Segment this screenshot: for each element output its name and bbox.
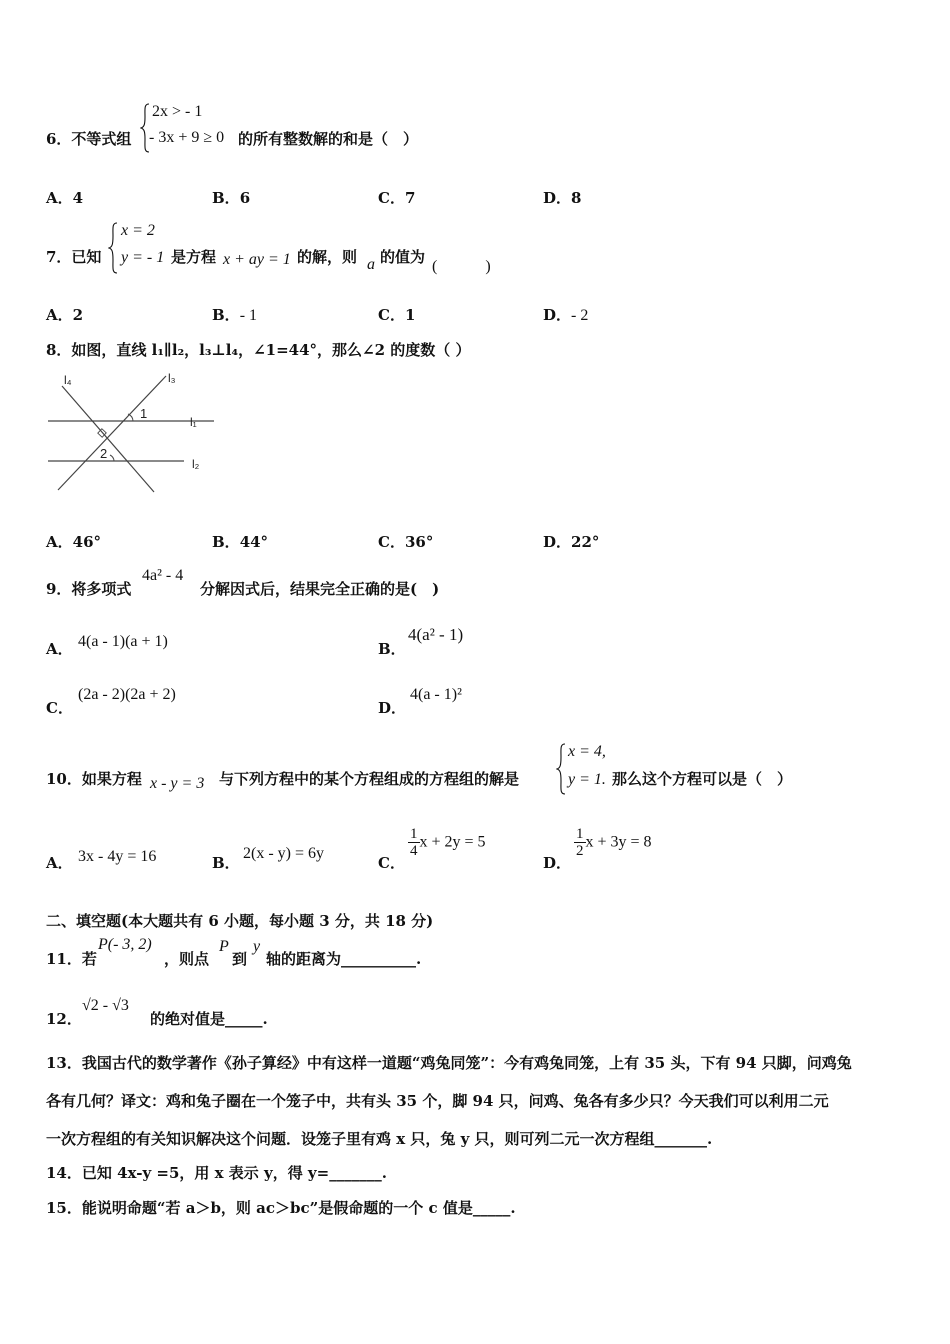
q10-option-a-value: 3x - 4y = 16 xyxy=(78,848,157,865)
q10-option-b-value: 2(x - y) = 6y xyxy=(243,845,325,862)
q6-prefix: 6．不等式组 xyxy=(46,130,132,148)
q12-suffix: 的绝对值是_____. xyxy=(150,1010,268,1028)
q10-equation: x - y = 3 xyxy=(150,775,205,792)
q9-option-a-label: A． xyxy=(46,640,73,658)
section2-title: 二、填空题(本大题共有 6 小题，每小题 3 分，共 18 分) xyxy=(46,912,434,930)
q10-sys-line1: x = 4, xyxy=(568,743,606,760)
q11-mid1: ，则点 xyxy=(164,950,210,968)
q13-paragraph xyxy=(46,1044,906,1158)
q10-prefix: 10．如果方程 xyxy=(46,770,142,788)
q7-option-a: A．2 xyxy=(46,306,84,324)
q10-option-b-label: B． xyxy=(212,854,240,872)
q7-var: a xyxy=(367,256,375,273)
q13-line1: 13．我国古代的数学著作《孙子算经》中有这样一道题“鸡兔同笼”：今有鸡兔同笼，上有 35 头，下有 94 只脚，问鸡兔 xyxy=(46,1054,852,1072)
q7-mid1: 是方程 xyxy=(171,248,217,266)
q6-option-b: B．6 xyxy=(212,189,251,207)
q11-suffix: 轴的距离为__________. xyxy=(266,950,422,968)
line-l4 xyxy=(62,386,154,492)
q6-suffix: 的所有整数解的和是（ ） xyxy=(238,130,419,148)
q13-line3: 一次方程组的有关知识解决这个问题．设笼子里有鸡 x 只，兔 y 只，则可列二元一次方程组_______. xyxy=(46,1130,713,1148)
q10-option-c-value: $\frac{1}{4}$ x + 2y = 5 xyxy=(410,826,486,859)
q8-option-c: C．36° xyxy=(378,533,434,551)
q9-option-c-value: (2a - 2)(2a + 2) xyxy=(78,686,176,703)
q10-mid: 与下列方程中的某个方程组成的方程组的解是 xyxy=(219,770,520,788)
q7-sys-line1: x = 2 xyxy=(121,222,155,239)
q14-text: 14．已知 4x-y =5，用 x 表示 y，得 y=_______. xyxy=(46,1164,387,1182)
q6-option-d: D．8 xyxy=(543,189,582,207)
q10-option-c-fraction: $\frac{1}{4}$ xyxy=(410,826,418,859)
q10-option-d-value: $\frac{1}{2}$ x + 3y = 8 xyxy=(576,826,652,859)
q8-figure xyxy=(44,368,214,498)
q8-option-d: D．22° xyxy=(543,533,600,551)
q8-option-a: A．46° xyxy=(46,533,102,551)
q11-mid2: 到 xyxy=(232,950,248,968)
q7-option-c: C．1 xyxy=(378,306,416,324)
q9-option-d-label: D． xyxy=(378,699,407,717)
q7-sys-line2: y = - 1 xyxy=(121,249,165,266)
q10-option-c-label: C． xyxy=(378,854,405,872)
q10-option-a-label: A． xyxy=(46,854,73,872)
q6-option-a: A．4 xyxy=(46,189,84,207)
label-angle2: 2 xyxy=(100,446,108,461)
q7-option-b: B．- 1 xyxy=(212,306,258,324)
q7-mid2: 的解，则 xyxy=(297,248,358,266)
q9-suffix: 分解因式后，结果完全正确的是( ) xyxy=(200,580,440,598)
q10-suffix: 那么这个方程可以是（ ） xyxy=(612,770,793,788)
q10-option-d-fraction: $\frac{1}{2}$ xyxy=(576,826,584,859)
q7-suffix: 的值为 xyxy=(380,248,426,266)
label-l1: l₁ xyxy=(190,415,197,429)
q7-solution-system xyxy=(108,222,178,274)
q12-prefix: 12． xyxy=(46,1010,82,1028)
q15-text: 15．能说明命题“若 a＞b，则 ac＞bc”是假命题的一个 c 值是_____. xyxy=(46,1199,516,1217)
q9-option-c-label: C． xyxy=(46,699,73,717)
q7-prefix: 7．已知 xyxy=(46,248,102,266)
q7-option-d: D．- 2 xyxy=(543,306,589,324)
brace-icon xyxy=(108,222,118,274)
q10-option-d-label: D． xyxy=(543,854,572,872)
brace-icon xyxy=(556,743,566,795)
q6-option-c: C．7 xyxy=(378,189,416,207)
q6-sys-line1: 2x > - 1 xyxy=(152,103,203,120)
q9-option-a-value: 4(a - 1)(a + 1) xyxy=(78,633,168,650)
q7-equation: x + ay = 1 xyxy=(223,251,291,268)
label-l4: l₄ xyxy=(64,373,72,387)
q9-prefix: 9．将多项式 xyxy=(46,580,132,598)
q13-line2: 各有几何？译文：鸡和兔子圈在一个笼子中，共有头 35 个，脚 94 只，问鸡、兔各有多少只？今天我们可以利用二元 xyxy=(46,1092,829,1110)
q9-option-d-value: 4(a - 1)² xyxy=(410,686,462,703)
q12-expr: √2 - √3 xyxy=(82,997,129,1014)
q11-prefix: 11．若 xyxy=(46,950,97,968)
label-l3: l₃ xyxy=(168,371,176,385)
q11-y: y xyxy=(253,938,261,955)
q10-sys-line2: y = 1. xyxy=(568,771,606,788)
q6-inequality-system xyxy=(140,103,240,153)
q8-text: 8．如图，直线 l₁∥l₂，l₃⊥l₄，∠1=44°，那么∠2 的度数（ ） xyxy=(46,341,471,359)
angle2-arc xyxy=(110,455,114,461)
q10-solution-system xyxy=(556,743,616,795)
q11-point: P(- 3, 2) xyxy=(98,936,152,953)
q6-sys-line2: - 3x + 9 ≥ 0 xyxy=(149,129,225,146)
label-angle1: 1 xyxy=(140,406,148,421)
q9-option-b-label: B． xyxy=(378,640,406,658)
label-l2: l₂ xyxy=(192,457,200,471)
q7-paren: ( ) xyxy=(432,258,491,275)
line-l3 xyxy=(58,376,166,490)
q11-p: P xyxy=(219,938,229,955)
q9-expr: 4a² - 4 xyxy=(142,567,184,584)
q8-option-b: B．44° xyxy=(212,533,269,551)
q9-option-b-value: 4(a² - 1) xyxy=(408,625,464,644)
